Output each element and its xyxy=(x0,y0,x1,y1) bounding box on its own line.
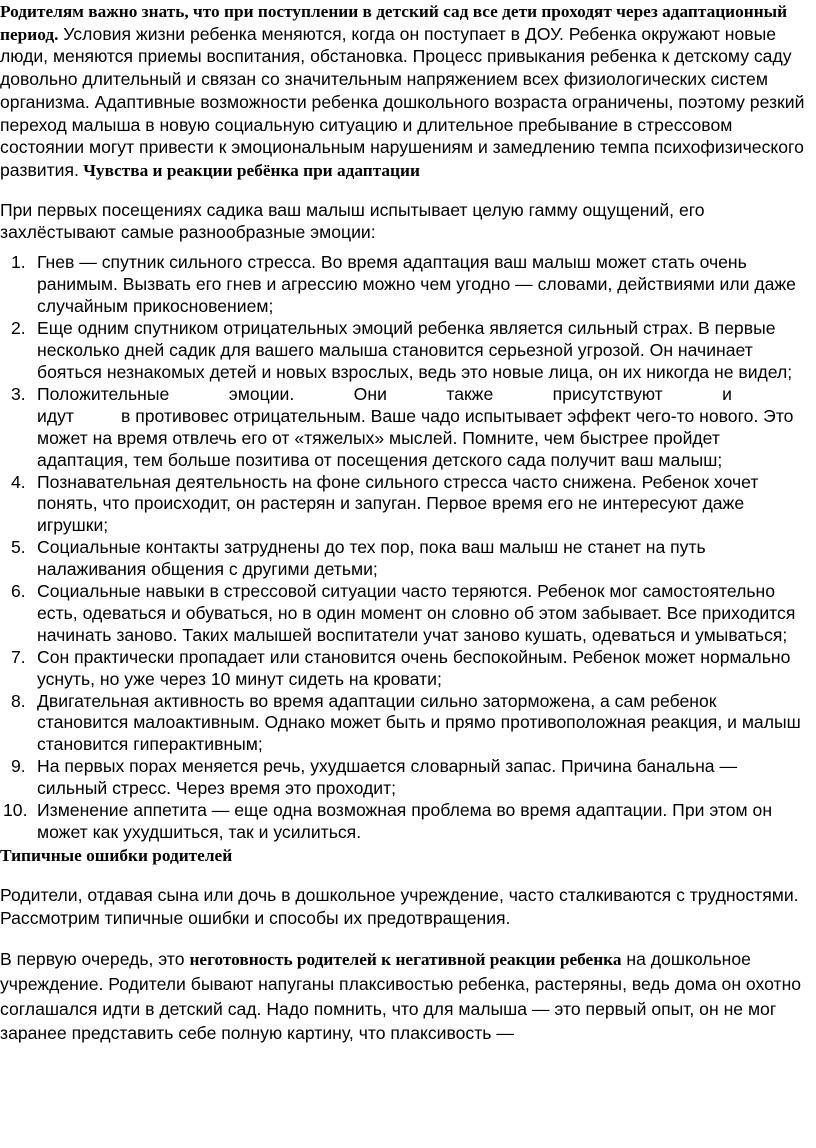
list-item: 9. На первых порах меняется речь, ухудшается словарный запас. Причина банальна — сильный стресс. Через время это проходит; xyxy=(11,756,738,799)
emphasis-unpreparedness: неготовность родителей к негативной реакции ребенка xyxy=(189,949,622,969)
list-item: 8. Двигательная активность во время адаптации сильно заторможена, а сам ребенок становится малоактивным. Однако может быть и прямо противоположная реакция, и малыш становится гиперактивным; xyxy=(11,690,801,755)
list-item: 7. Сон практически пропадает или становится очень беспокойным. Ребенок может нормально уснуть, но уже через 10 минут сидеть на кровати; xyxy=(11,646,791,689)
first-visits-paragraph: При первых посещениях садика ваш малыш испытывает целую гамму ощущений, его захлёстывают самые разнообразные эмоции: xyxy=(0,199,705,242)
list-item: 1. Гнев — спутник сильного стресса. Во время адаптация ваш малыш может стать очень ранимым. Вызвать его гнев и агрессию можно чем угодно — словами, действиями или даже случайным прикосновением; xyxy=(11,252,796,317)
list-item: 5. Социальные контакты затруднены до тех пор, пока ваш малыш не станет на путь налаживания общения с другими детьми; xyxy=(11,537,706,580)
list-item: 3. Положительные эмоции. Они также присутствуют и идут в противовес отрицательным. Ваше чадо испытывает эффект чего-то нового. Это может на время отвлечь его от «тяжелых» мыслей. Помните, чем быстрее пройдет адаптация, тем больше позитива от посещения детского сада получит ваш малыш; xyxy=(0,384,816,472)
reactions-list xyxy=(0,252,816,843)
parents-paragraph: Родители, отдавая сына или дочь в дошкольное учреждение, часто сталкиваются с трудностями. Рассмотрим типичные ошибки и способы их предотвращения. xyxy=(0,884,799,928)
intro-paragraph xyxy=(0,0,816,183)
justified-line: Положительные эмоции. Они также присутствуют и xyxy=(37,383,732,404)
list-item: 2. Еще одним спутником отрицательных эмоций ребенка является сильный страх. В первые несколько дней садик для вашего малыша становится серьезной угрозой. Он начинает бояться незнакомых детей и новых взрослых, ведь это новые лица, он их никогда не видел; xyxy=(11,318,793,382)
section-heading-feelings: Чувства и реакции ребёнка при адаптации xyxy=(78,160,420,180)
section-heading-mistakes: Типичные ошибки родителей xyxy=(0,845,233,865)
list-item: 10. Изменение аппетита — еще одна возможная проблема во время адаптации. При этом он может как ухудшиться, так и усилиться. xyxy=(3,800,773,842)
list-item: 4. Познавательная деятельность на фоне сильного стресса часто снижена. Ребенок хочет понять, что происходит, он растерян и запуган. Первое время его не интересуют даже игрушки; xyxy=(11,471,759,536)
first-point-paragraph: В первую очередь, это неготовность родителей к негативной реакции ребенка на дошкольное учреждение. Родители бывают напуганы плаксивостью ребенка, растеряны, ведь дома он охотно соглашался идти в детский сад. Надо помнить, что для малыша — это первый опыт, он не мог заранее представить себе полную картину, что плаксивость — xyxy=(0,948,802,1044)
list-item: 6. Социальные навыки в стрессовой ситуации часто теряются. Ребенок мог самостоятельно есть, одеваться и обуваться, но в один момент он словно об этом забывает. Все приходится начинать заново. Таких малышей воспитатели учат заново кушать, одеваться и умываться; xyxy=(11,581,796,645)
intro-body: Условия жизни ребенка меняются, когда он поступает в ДОУ. Ребенка окружают новые люди, меняются приемы воспитания, обстановка. Процесс привыкания ребенка к детскому саду довольно длительный и связан со значительным напряжением всех физиологических систем организма. Адаптивные возможности ребенка дошкольного возраста ограничены, поэтому резкий переход малыша в новую социальную ситуацию и длительное пребывание в стрессовом состоянии могут привести к эмоциональным нарушениям и замедлению темпа психофизического развития. xyxy=(0,23,805,180)
intro-bold-lead: Родителям важно знать, что при поступлении в детский сад все дети проходят через адаптационный период. xyxy=(0,2,788,44)
